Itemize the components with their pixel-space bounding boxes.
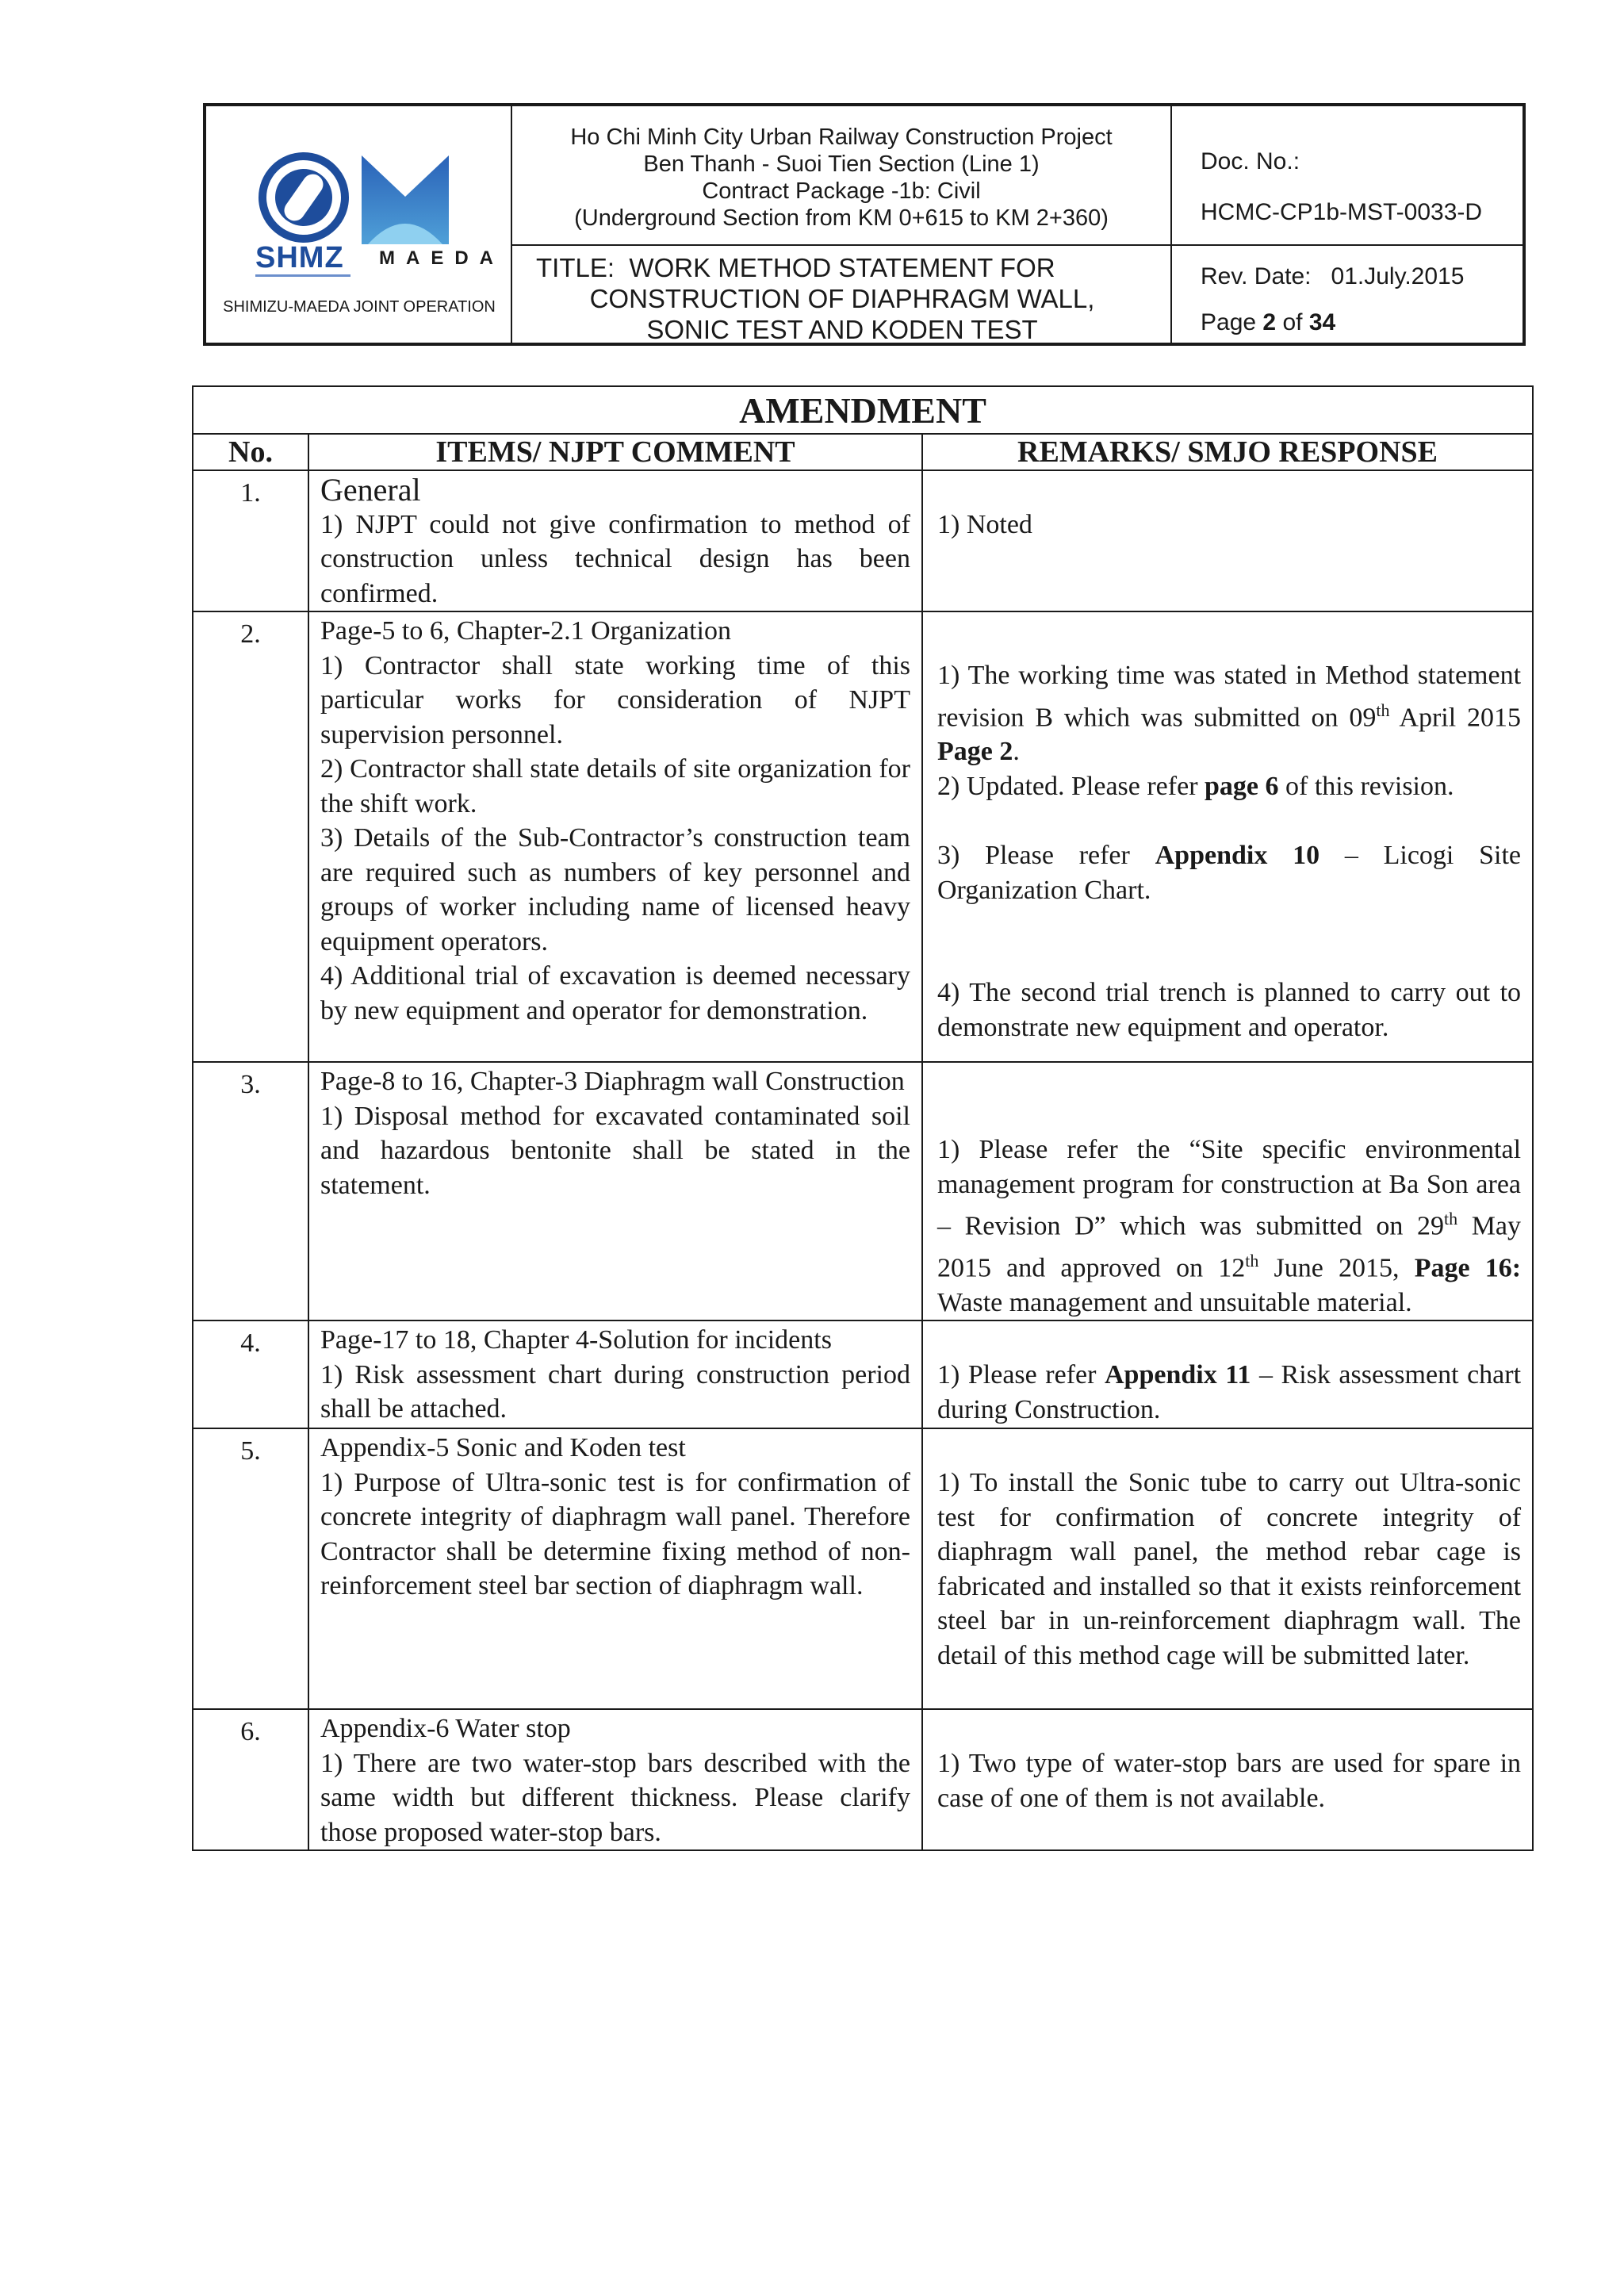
- revision-cell: [1172, 246, 1522, 343]
- item-comment: [308, 611, 922, 1062]
- col-header-no: No.: [193, 434, 308, 470]
- row-heading: General: [320, 472, 421, 508]
- row-number: 6.: [193, 1709, 308, 1850]
- document-header: [203, 103, 1526, 346]
- response-text: 1) Please refer Appendix 11 – Risk assessment chart during Construction.: [937, 1360, 1522, 1424]
- row-number: 4.: [193, 1320, 308, 1428]
- row-heading: Appendix-6 Water stop: [320, 1714, 571, 1744]
- maeda-logo-icon: [362, 155, 449, 244]
- response-text: 4) The second trial trench is planned to carry out to demonstrate new equipment and operator.: [937, 978, 1522, 1042]
- amendment-title: AMENDMENT: [193, 386, 1533, 434]
- response: [922, 1320, 1533, 1428]
- rev-date-value: 01.July.2015: [1331, 263, 1465, 289]
- response: [922, 1062, 1533, 1320]
- page-total: 34: [1308, 309, 1336, 335]
- project-line: Ho Chi Minh City Urban Railway Construction Project: [570, 125, 1113, 150]
- row-number: 2.: [193, 611, 308, 1062]
- response-text: 3) Please refer Appendix 10 – Licogi Site Organization Chart.: [937, 841, 1522, 905]
- response-text: 1) Please refer the “Site specific environmental management program for construction at Ba Son area – Revision D” which was submitted on 29th May 2015 and approved on 12th June 2015, Page 16: Waste management and unsuitable material.: [937, 1135, 1522, 1317]
- response-text: 1) Two type of water-stop bars are used for spare in case of one of them is not available.: [937, 1749, 1522, 1813]
- doc-no-value: HCMC-CP1b-MST-0033-D: [1201, 199, 1483, 225]
- logo-cell: [206, 106, 512, 343]
- item-text: 1) NJPT could not give confirmation to method of construction unless technical design has been confirmed.: [320, 509, 910, 608]
- table-row: [193, 1428, 1533, 1709]
- row-heading: Page-8 to 16, Chapter-3 Diaphragm wall Construction: [320, 1067, 905, 1096]
- project-info: [512, 106, 1172, 246]
- joint-operation-label: SHIMIZU-MAEDA JOINT OPERATION: [223, 298, 496, 316]
- title-label: TITLE:: [536, 253, 615, 282]
- response: [922, 611, 1533, 1062]
- item-text: 3) Details of the Sub-Contractor’s construction team are required such as numbers of key personnel and groups of worker including name of licensed heavy equipment operators.: [320, 823, 910, 956]
- shmz-logo-text: SHMZ: [255, 241, 344, 274]
- maeda-logo-text: MAEDA: [379, 247, 504, 269]
- item-comment: [308, 1428, 922, 1709]
- rev-date-label: Rev. Date:: [1201, 263, 1312, 289]
- col-header-items: ITEMS/ NJPT COMMENT: [308, 434, 922, 470]
- project-line: Contract Package -1b: Civil: [702, 178, 981, 204]
- response-text: 1) Noted: [937, 510, 1032, 539]
- response-text: 1) The working time was stated in Method statement revision B which was submitted on 09th April 2015 Page 2.: [937, 661, 1522, 767]
- item-text: 4) Additional trial of excavation is deemed necessary by new equipment and operator for demonstration.: [320, 961, 910, 1025]
- shimizu-logo-icon: [259, 152, 349, 243]
- amendment-title-row: [193, 386, 1533, 434]
- response: [922, 470, 1533, 611]
- item-text: 2) Contractor shall state details of site organization for the shift work.: [320, 754, 910, 818]
- doc-no-label: Doc. No.:: [1201, 148, 1300, 174]
- page-of: of: [1282, 309, 1303, 335]
- doc-number-cell: [1172, 106, 1522, 246]
- table-row: [193, 1062, 1533, 1320]
- project-line: Ben Thanh - Suoi Tien Section (Line 1): [643, 151, 1040, 177]
- item-text: 1) There are two water-stop bars described with the same width but different thickness. Please clarify those proposed water-stop bars.: [320, 1748, 910, 1847]
- item-text: 1) Disposal method for excavated contaminated soil and hazardous bentonite shall be stated in the statement.: [320, 1101, 910, 1200]
- page-current: 2: [1262, 309, 1277, 335]
- row-heading: Page-5 to 6, Chapter-2.1 Organization: [320, 616, 732, 646]
- col-header-remarks: REMARKS/ SMJO RESPONSE: [922, 434, 1533, 470]
- item-text: 1) Purpose of Ultra-sonic test is for confirmation of concrete integrity of diaphragm wall panel. Therefore Contractor shall be determine fixing method of non-reinforcement steel bar section of diaphragm wall.: [320, 1467, 910, 1601]
- row-number: 1.: [193, 470, 308, 611]
- table-row: [193, 1320, 1533, 1428]
- table-row: [193, 611, 1533, 1062]
- table-header-row: [193, 434, 1533, 470]
- item-comment: [308, 1062, 922, 1320]
- shmz-underline: [255, 274, 350, 277]
- item-comment: [308, 1320, 922, 1428]
- item-text: 1) Risk assessment chart during construction period shall be attached.: [320, 1359, 910, 1424]
- title-line: CONSTRUCTION OF DIAPHRAGM WALL,: [589, 284, 1095, 313]
- item-comment: [308, 470, 922, 611]
- page-prefix: Page: [1201, 309, 1257, 335]
- project-line: (Underground Section from KM 0+615 to KM 2+360): [574, 205, 1109, 231]
- row-number: 5.: [193, 1428, 308, 1709]
- response: [922, 1428, 1533, 1709]
- row-number: 3.: [193, 1062, 308, 1320]
- table-row: [193, 470, 1533, 611]
- table-row: [193, 1709, 1533, 1850]
- row-heading: Page-17 to 18, Chapter 4-Solution for incidents: [320, 1325, 832, 1355]
- response-text: 2) Updated. Please refer page 6 of this revision.: [937, 771, 1454, 801]
- title-line: SONIC TEST AND KODEN TEST: [646, 315, 1038, 344]
- document-title: [512, 246, 1172, 343]
- row-heading: Appendix-5 Sonic and Koden test: [320, 1433, 686, 1463]
- item-comment: [308, 1709, 922, 1850]
- page-indicator: [1201, 300, 1522, 346]
- amendment-table: [192, 385, 1534, 1851]
- response-text: 1) To install the Sonic tube to carry out Ultra-sonic test for confirmation of concrete integrity of diaphragm wall panel, the method rebar cage is fabricated and installed so that it exists reinforcement steel bar in un-reinforcement diaphragm wall. The detail of this method cage will be submitted later.: [937, 1468, 1522, 1670]
- item-text: 1) Contractor shall state working time of this particular works for consideration of NJPT supervision personnel.: [320, 650, 910, 749]
- response: [922, 1709, 1533, 1850]
- title-line: WORK METHOD STATEMENT FOR: [629, 253, 1055, 282]
